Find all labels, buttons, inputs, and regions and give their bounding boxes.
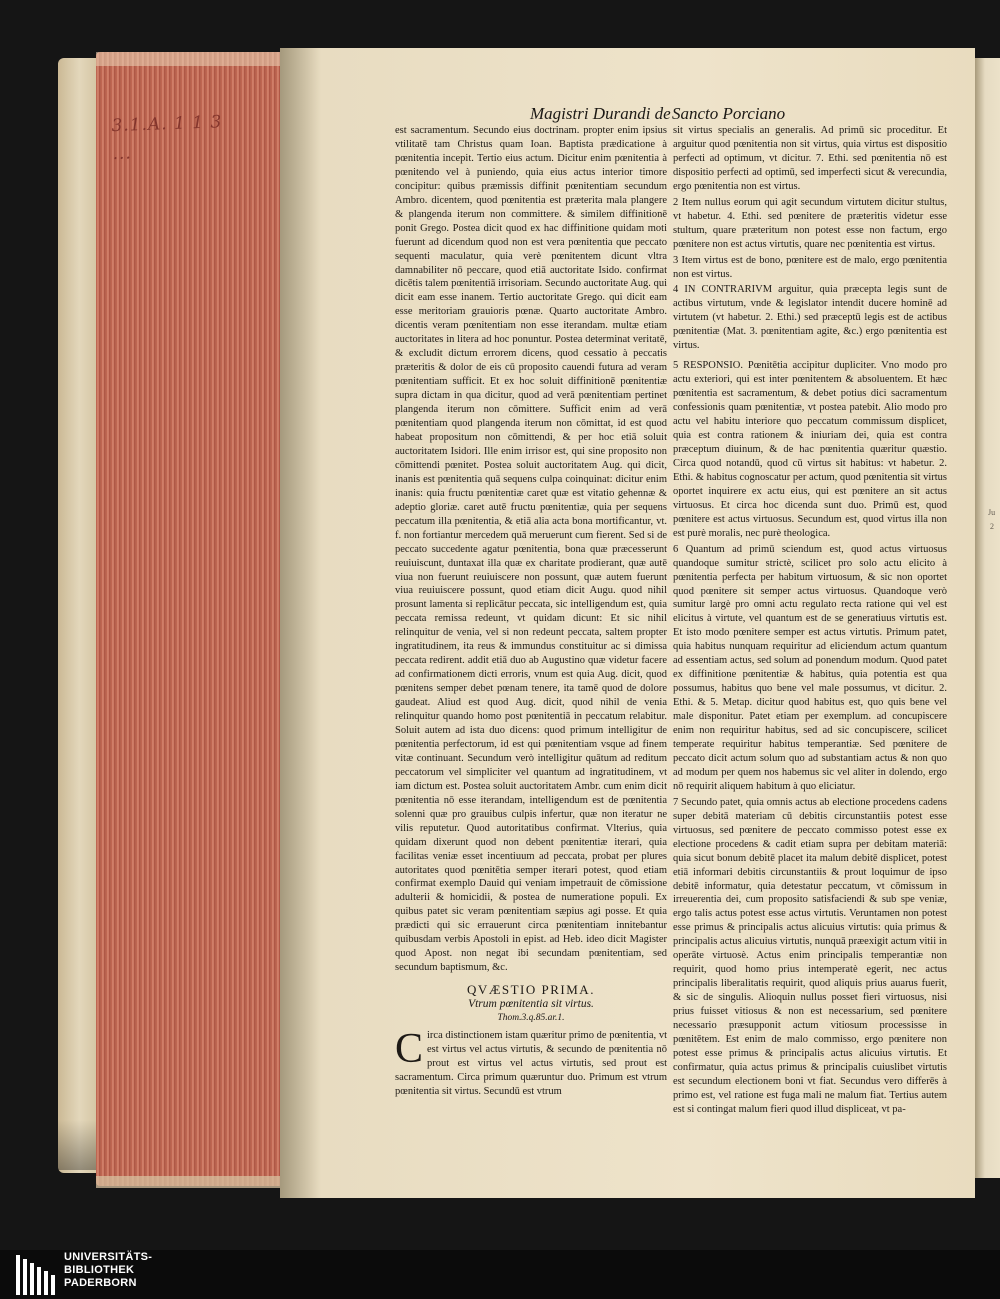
question-body-text: irca distinctionem istam quæritur primo de pœnitentia, vt est virtus vel actus virtutis, & secundo de pœnitentia nō prout est virtus vel actus virtutis, sed prout est sacramentum. Circa primum quæruntur duo. Primum est vtrum pœnitentia sit virtus. Secundū est vtrum — [395, 1030, 667, 1097]
paragraph: 4 IN CONTRARIVM arguitur, quia præcepta legis sunt de actibus virtutum, vnde & legislator intendit ducere hominē ad virtutem (vt habetur. 2. Ethi.) sed præceptū legis est de actibus pœnitentiæ (Mat. 3. pœnitentiam agite, &c.) ergo pœnitentia est virtus. — [673, 284, 947, 352]
left-column — [395, 124, 667, 1099]
gutter-shadow — [280, 48, 320, 1198]
paragraph: 7 Secundo patet, quia omnis actus ab electione procedens cadens super debitā materiam cū debitis circunstantiis potest esse virtuosus, sed pœnitere de peccato commisso potest esse ex electione procedens & cadit etiam supra per debitam materiā: quia sicut bonum debitē placet ita malum debitē displicet, potest etiā informari debitis circunstantiis & prout loquimur de ipso debitē informatur, quia detestatur peccatum, vt cōmissum in irreuerentia dei, cum proposito satisfaciendi & sub spe veniæ, ergo talis actus potest esse actus virtutis. Veruntamen non potest esse primus & principalis actus alicuius virtutis: quia primus & principalis actus alicuius virtutis, nunquā præexigit actum vitii in operāte virtuosè. Actus enim principalis temperantiæ non requirit, quod homo prius intemperatè egerit, nec actus principalis liberalitatis requirit, quod aliquis prius auarus fuerit, & sic de singulis. Alioquin nullus posset fieri virtuosus, nisi prius fuisset vitiosus & non est necessarium, sed pœnitere necessario præsupponit actum vitiosum processisse in pœnitētem. Est enim de malo commisso, ergo pœnitere non potest esse primus & principalis actus alicuius virtutis. Et confirmatur, quia actus primus & principalis cuiuslibet virtutis est secundum electionem boni vt fiat. Secundus vero differēs à primo est, vel ratione est fuga mali ne malum fiat. Tertius autem est si contingat malum fieri quod illud displiceat, vt pa- — [673, 796, 947, 1115]
question-reference: Thom.3.q.85.ar.1. — [497, 1013, 565, 1024]
question-title: QVÆSTIO PRIMA. — [467, 982, 595, 998]
paragraph: 3 Item virtus est de bono, pœnitere est de malo, ergo pœnitentia non est virtus. — [673, 254, 947, 280]
running-head-left: Magistri Durandi de — [530, 104, 671, 123]
paragraph: 6 Quantum ad primū sciendum est, quod actus virtuosus quandoque sumitur strictè, scilicet pro solo actu elicito à pœnitentia perfecta per habitum virtuosum, & sic non oportet quod pœnitere sit semper actus virtuosus. Quandoque verò sumitur largè pro omni actu regulato recta ratione qui vel est elicitus à virtute, vel quantum est de se generatiuus virtutis est. Et isto modo pœnitere semper est actus virtutis. Primum patet, quia habitus nunquam requiritur ad eliciendum actum quantum ad essentiam actus, sed solum ad ponendum modum. Quod patet ex diffinitione pœnitentiæ & habitus, quia potentia est qua possumus, habitus quo bene vel male possumus, vt dicitur. 2. Ethi. & 5. Metap. dicitur quod habitus est, quo quis bene vel male disponitur. Patet etiam per exemplum. ad concupiscere enim non requiritur habitus, sed ad sic concupiscere, scilicet temperate requiritur habitus temperantiæ. Sed pœnitere de peccato dicit actum solum quo ad substantiam actus & non quo ad modum per quem nos habemus sic vel aliter in dolendo, ergo nō requirit aliquem habitum à quo eliciatur. — [673, 543, 947, 792]
library-logo-icon — [14, 1253, 58, 1297]
page-edges — [96, 52, 288, 1186]
margin-fragment: Ju — [988, 508, 996, 517]
facing-page-edge — [975, 58, 1000, 1178]
library-logo-text — [64, 1251, 152, 1290]
question-body — [395, 1026, 667, 1099]
handwritten-shelfmark: 3.1.A. 1 1 3 ... — [111, 112, 223, 165]
margin-fragment: 2 — [990, 522, 994, 531]
dropcap-initial: C — [395, 1026, 424, 1073]
paragraph: sit virtus specialis an generalis. Ad primū sic proceditur. Et arguitur quod pœnitentia non sit virtus, quia virtus est dispositio perfecti ad optimum, vt dicitur. 7. Ethi. sed pœnitentia nō est dispositio perfecti ad optimū, sed imperfecti sicut & verecundia, ergo pœnitentia non est virtus. — [673, 125, 947, 192]
paragraph: 2 Item nullus eorum qui agit secundum virtutem dicitur stultus, vt habetur. 4. Ethi. sed pœnitere de præteritis videtur esse stultum, quare præteritum non potest esse non factum, ergo pœnitere non est actus virtutis, quare nec pœnitentia est virtus. — [673, 196, 947, 250]
page-edges-top — [96, 52, 288, 66]
question-heading — [395, 983, 667, 1025]
logo-line: PADERBORN — [64, 1277, 137, 1289]
paragraph: 5 RESPONSIO. Pœnitētia accipitur dupliciter. Vno modo pro actu exteriori, qui est inter pœnitentem & absoluentem. Et hæc pœnitentia est sacramentum, & debet potius dici sacramentum confessionis quam pœnitentiæ, vt postea patebit. Alio modo pro actu vel habitu interiore quo peccatum commissum displicet, quia est contra rationem & iniuriam dei, quia est contra præceptum diuinum, & de hac pœnitentia quæritur quæstio. Circa quod notandū, quod cū virtus sit habitus: vt habetur. 2. Ethi. & habitus cognoscatur per actum, quod pœnitentia sit virtus oportet inquirere ex actu eius, qui est pœnitere an sit actus virtuosus. Et circa hoc dicenda sunt duo. Primū est, quod pœnitere est actus virtuosus. Secundum est, quod virtus illa non est purè moralis, nec purè theologica. — [673, 360, 947, 539]
logo-line: BIBLIOTHEK — [64, 1264, 135, 1276]
left-column-text: est sacramentum. Secundo eius doctrinam. propter enim ipsius vtilitatē tam Christus quam Ioan. Baptista prædicatione à pœnitentia incepit. Tertio eius actum. Dicitur enim pœnitentia à pœnitendo vel à puniendo, quia eius actus interior timore concipitur: quibus præmissis diffinit pœnitentiam secundum Ambro. dicentem, quod pœnitentia est præterita mala plangere & plangenda iterum non committere. & similem diffinitionē ponit Grego. Postea dicit quod ex hac diffinitione quidam moti fuerunt ad dicendum quod non est vera pœnitentia que peccato sequenti maculatur, quia verè pœnitentem dicunt vltra damnabiliter nō peccare, quod etiā auctoritate Isido. confirmat dicētis talem pœnitentiā irrisoriam. Secundo auctoritate Aug. qui dicit eam esse inanem. Tertio auctoritate Grego. qui dicit eam esse meritoriam grauioris pœnæ. Quarto auctoritate Ambro. dicentis veram pœnitentiam non esse iterandam. multæ etiam auctoritates in litera ad hoc ponuntur. Postea determinat veritatē, & excludit dictum errorem dicens, quod cessatio à peccatis præteritis & dolor de eis cū proposito cauendi futura ad veram pœnitentiam sufficit. Et ex hoc soluit diffinitionē pœnitentiæ supra dictam in qua dicitur, quod ad verā pœnitentiam pertinet plangenda iterum non cōmittere. Sufficit enim ad verā pœnitentiam quod plangenda iterum non cōmittat, id est quod habeat propositum non cōmittendi, & per hoc etiā soluit auctoritatem Isidori. Ille enim irrisor est, qui sine proposito non cōmittendi pœnitet. Postea soluit auctoritatem Aug. qui dicit, inanis est pœnitentia quā sequens culpa coinquinat: dicitur enim inanis: quia fructu pœnitentiæ caret quæ est vitatio gehennæ & adeptio gloriæ. caret autē fructu pœnitentiæ, quia per sequens peccatum illa pœnitentia, & etiā alia acta bona mortificantur, vt. f. non fortiantur mercedem quā meruerunt cum fierent. Sed si de peccato succedente agatur pœnitentia, bona quæ præcesserunt reuiuiscunt, duntaxat illa quæ ex charitate prodierant, quæ autē viua non fuerunt reuiuiscere non possunt, quæ autem fuerunt viua reuiuiscere possunt, quod etiam dicit Augu. quod nihil prosunt lamenta si replicātur peccata, sic intelligendum est, quia peccata remissa redeunt, vt quidam dicunt: Et sic nihil relinquitur de venia, vel si non redeunt peccata, saltem propter ingratitudinem, ita reus & immundus constituitur ac si dimissa peccata redirent. addit etiā duo ab Augustino quæ videtur facere ad confirmationem dicti erroris, vnum est quia Aug. dicit, quod pœnitens semper debet pœnam tenere, ita tamē quod de dolore gaudeat. Aliud est quod Aug. dicit, quod nihil de venia relinquitur quando homo post pœnitentiā in peccatum relabitur. Soluit autem ad ista duo dicens: quod primum intelligitur de pœnitentia perfectorum, id est qui pœnitentiam vsque ad finem vitæ continuant. Secundum verò intelligitur quātum ad reditum peccatorum vel simpliciter vel quantum ad ingratitudinem, vt iam dictum est. Postea soluit auctoritatem Ambr. cum enim dicit pœnitentia nō esse iterandam, intelligendum est de pœnitentia solenni quæ pro grauibus culpis infertur, quæ non iteratur ne vilis reputetur. Quod autoritatibus confirmat. Vlterius, quia quidam dixerunt quod non debent pœnitentiæ iterari, quia facilitas veniæ esset incentiuum ad peccata, probat per plures autoritates quod pœnitētia semper iterari potest, quod etiam confirmat exemplo Dauid qui veniam impetrauit de cōmissione adulterii & homicidii, & postea de numeratione populi. Ex quibus patet sic veram pœnitentiam sæpius agi posse. Et quia prædicti qui sic errauerunt circa pœnitentiam innitebantur quibusdam verbis Apostoli in epist. ad Heb. ideo dicit Magister quod Apost. non negat ibi secundam pœnitentiam, sed secundum baptismum, &c. — [395, 125, 667, 974]
page-edges-bottom — [96, 1176, 288, 1188]
question-subtitle: Vtrum pœnitentia sit virtus. — [468, 998, 594, 1011]
running-head-right: Sancto Porciano — [672, 104, 786, 123]
right-column — [673, 124, 947, 1119]
logo-line: UNIVERSITÄTS- — [64, 1251, 153, 1263]
